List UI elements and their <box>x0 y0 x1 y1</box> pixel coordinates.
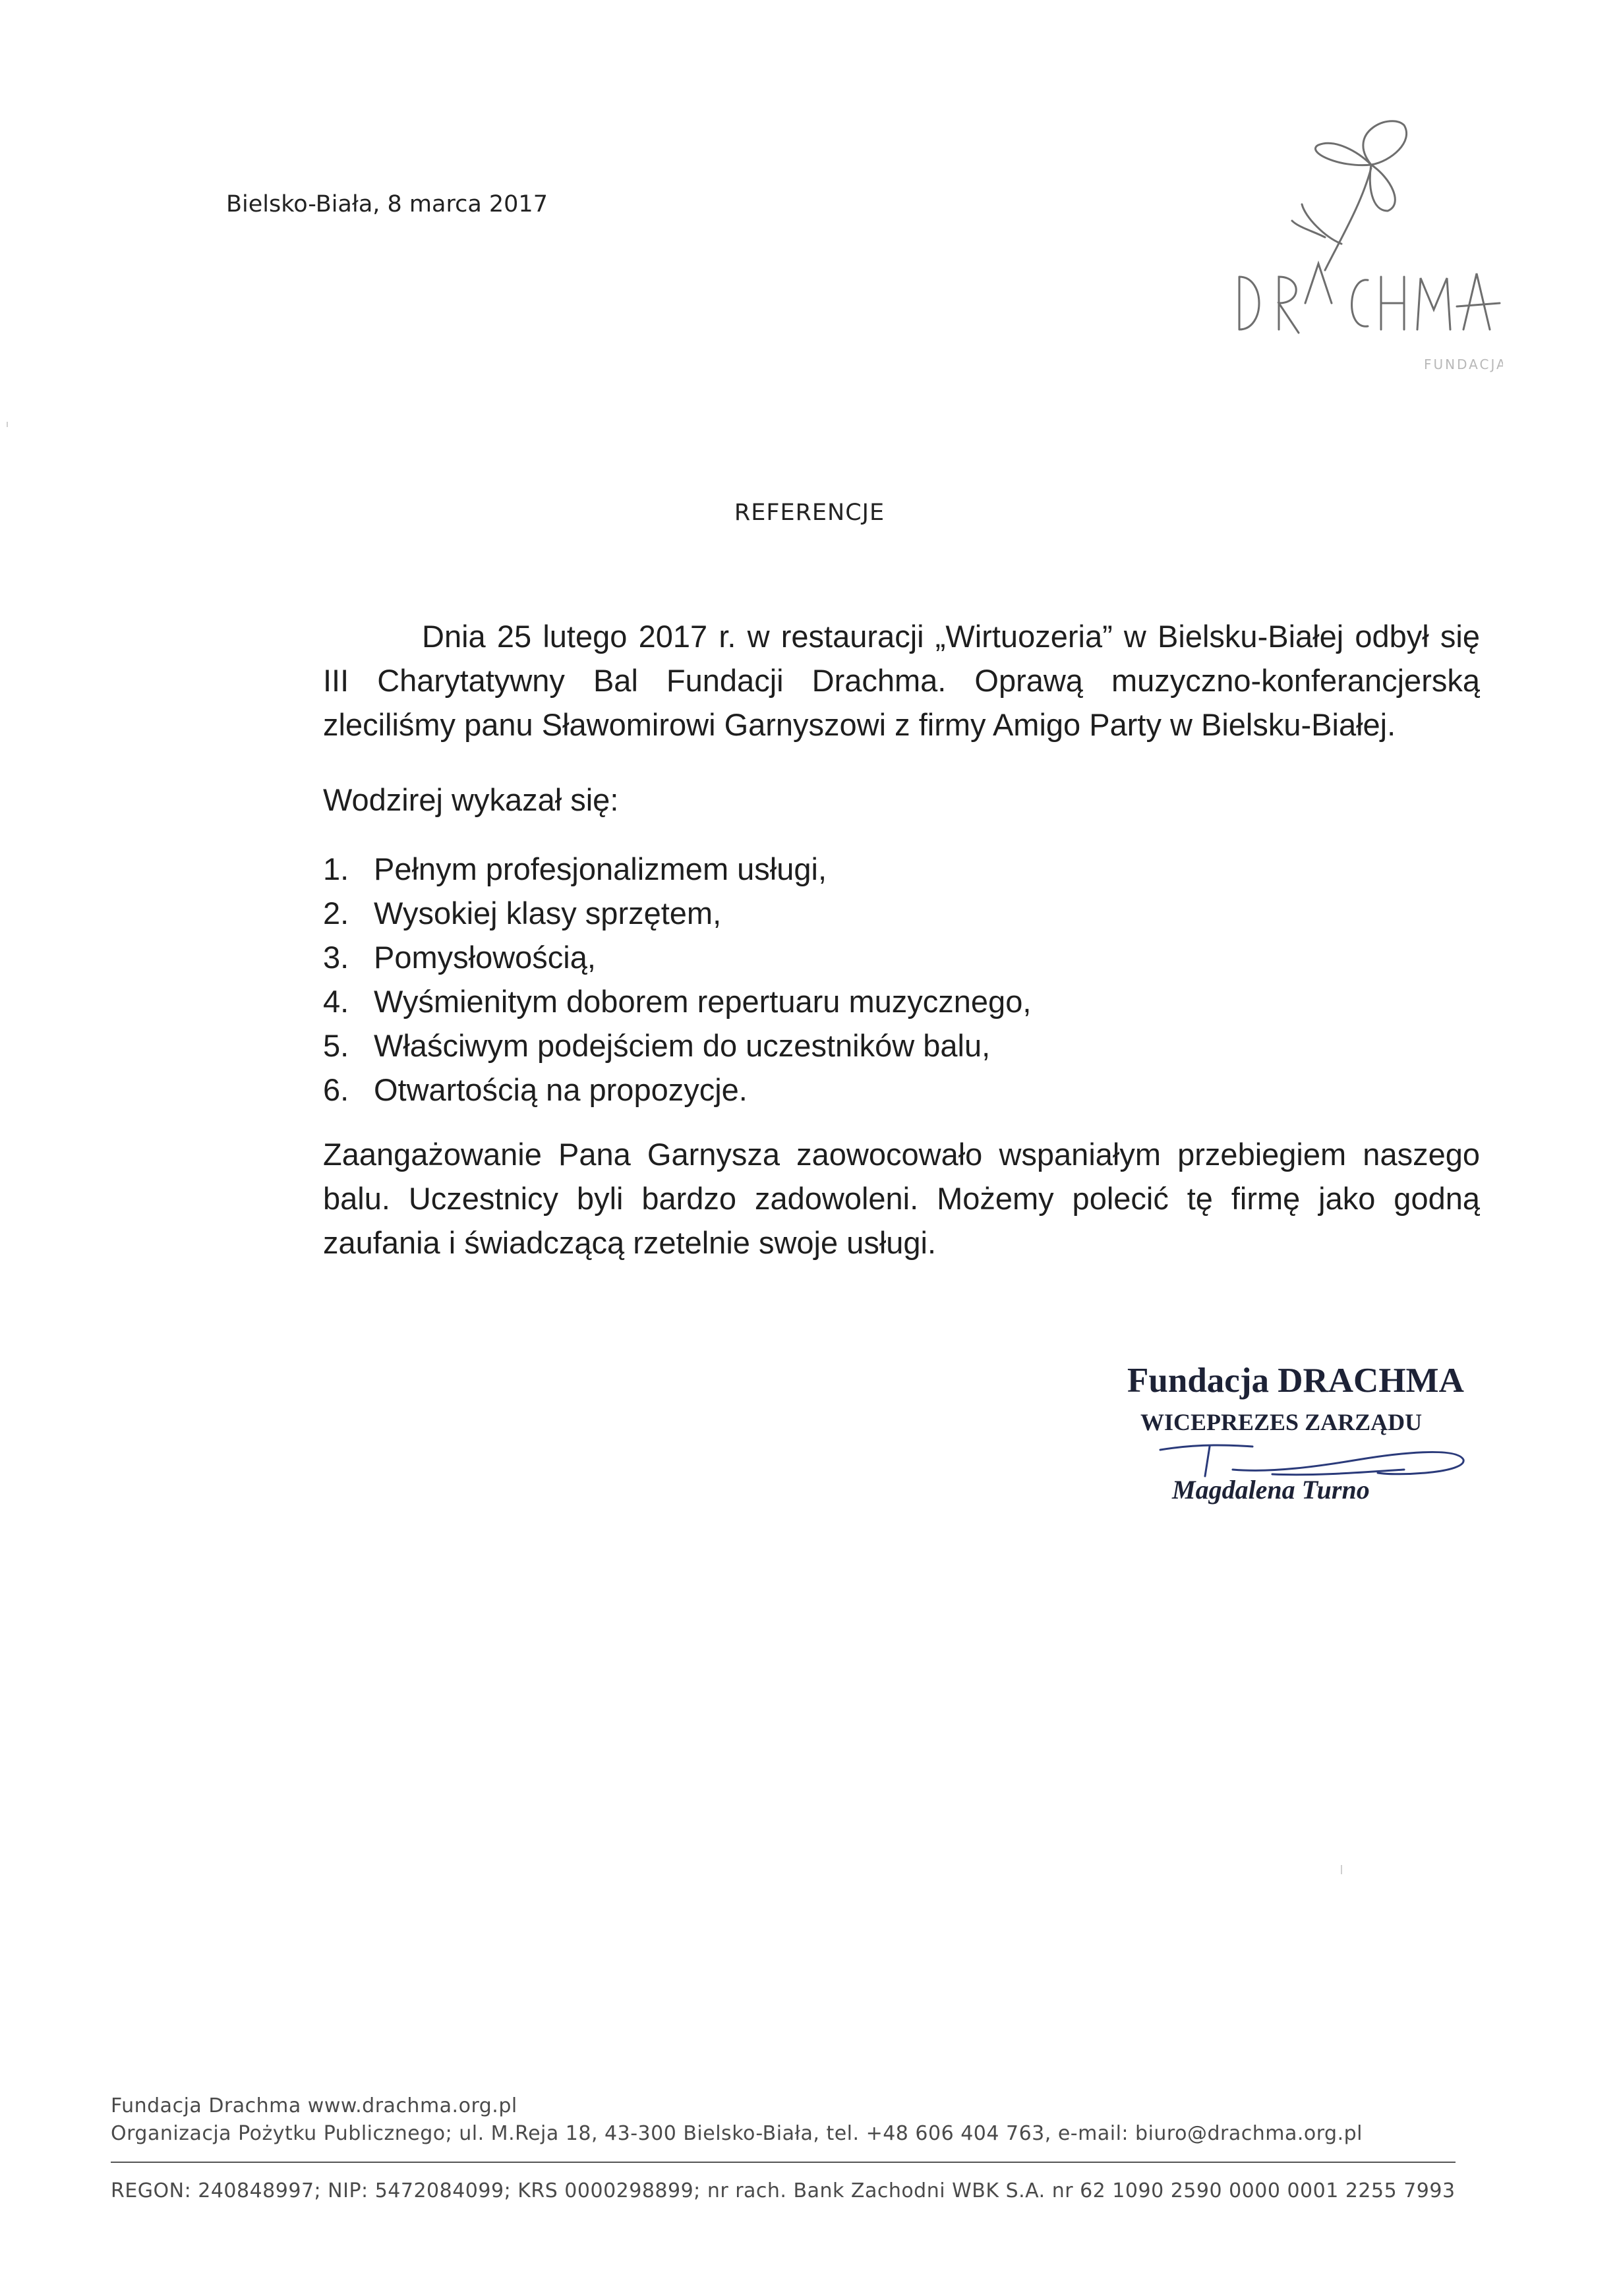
list-item <box>323 847 1480 891</box>
paragraph-recommendation: Zaangażowanie Pana Garnysza zaowocowało wspaniałym przebiegiem naszego balu. Uczestnicy byli bardzo zadowoleni. Możemy polecić tę firmę jako godną zaufania i świadczącą rzetelnie swoje usługi. <box>323 1137 1480 1260</box>
list-number: 2. <box>323 896 349 931</box>
footer-line-2: Organizacja Pożytku Publicznego; ul. M.Reja 18, 43-300 Bielsko-Biała, tel. +48 606 404 763, e-mail: biuro@drachma.org.pl <box>111 2122 1363 2145</box>
signature-stamp <box>1121 1361 1490 1526</box>
list-item <box>323 1023 1480 1068</box>
list-item <box>323 935 1480 979</box>
list-text: Otwartością na propozycje. <box>374 1072 748 1107</box>
list-item <box>323 979 1480 1023</box>
footer-line-3: REGON: 240848997; NIP: 5472084099; KRS 0000298899; nr rach. Bank Zachodni WBK S.A. nr 62 1090 2590 0000 0001 2255 7993 <box>111 2179 1456 2202</box>
paragraph-intro: Dnia 25 lutego 2017 r. w restauracji „Wirtuozeria” w Bielsku-Białej odbył się III Charytatywny Bal Fundacji Drachma. Oprawą muzyczno-konferancjerską zleciliśmy panu Sławomirowi Garnyszowi z firmy Amigo Party w Bielsku-Białej. <box>323 619 1480 742</box>
list-text: Wyśmienitym doborem repertuaru muzycznego, <box>374 984 1032 1019</box>
list-item <box>323 1068 1480 1112</box>
list-text: Wysokiej klasy sprzętem, <box>374 896 722 931</box>
list-text: Pełnym profesjonalizmem usługi, <box>374 851 827 886</box>
stamp-role: WICEPREZES ZARZĄDU <box>1140 1409 1423 1435</box>
list-number: 5. <box>323 1028 349 1063</box>
footer-line-1: Fundacja Drachma www.drachma.org.pl <box>111 2094 517 2117</box>
stamp-organization: Fundacja DRACHMA <box>1127 1362 1464 1400</box>
letter-title: REFERENCJE <box>734 500 885 526</box>
stamp-name: Magdalena Turno <box>1172 1475 1370 1505</box>
list-item <box>323 891 1480 935</box>
list-number: 6. <box>323 1072 349 1107</box>
paragraph-list-intro: Wodzirej wykazał się: <box>323 782 619 817</box>
logo-subtext: FUNDACJA <box>1424 357 1503 372</box>
scan-mark <box>1341 1865 1342 1874</box>
drachma-logo <box>1226 105 1503 382</box>
qualities-list <box>323 847 1480 1112</box>
list-text: Właściwym podejściem do uczestników balu, <box>374 1028 991 1063</box>
list-number: 3. <box>323 940 349 975</box>
list-text: Pomysłowością, <box>374 940 596 975</box>
date-line: Bielsko-Biała, 8 marca 2017 <box>226 191 548 217</box>
list-number: 4. <box>323 984 349 1019</box>
list-number: 1. <box>323 851 349 886</box>
footer-divider <box>111 2162 1456 2163</box>
scan-mark <box>7 422 8 427</box>
